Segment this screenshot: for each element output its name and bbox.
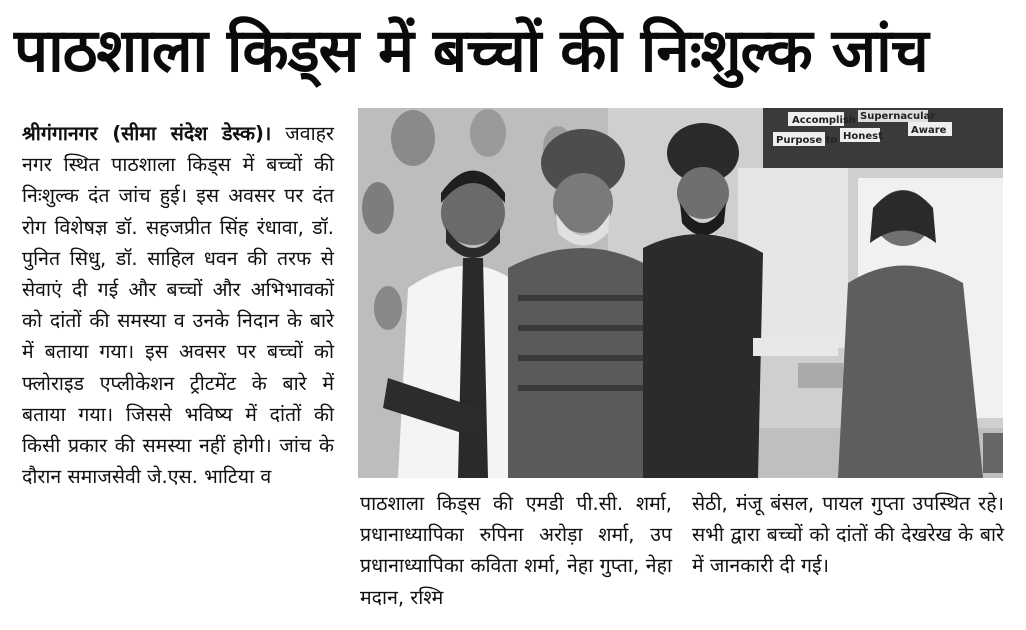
dateline: श्रीगंगानगर (सीमा संदेश डेस्क)। [22,122,272,145]
wall-sign-honest: Honest [843,131,883,142]
news-photo [358,108,1003,478]
article-column-right: सेठी, मंजू बंसल, पायल गुप्ता उपस्थित रहे। सभी द्वारा बच्चों को दांतों की देखरेख के बारे में जानकारी दी गई। [692,492,1004,578]
wall-sign-accomplish: Accomplish [792,115,856,126]
article-column-left [22,118,334,492]
wall-sign-purpose: Purpose to [776,135,838,146]
headline: पाठशाला किड्स में बच्चों की निःशुल्क जांच [14,16,928,86]
article-column-mid: पाठशाला किड्स की एमडी पी.सी. शर्मा, प्रधानाध्यापिका रुपिना अरोड़ा शर्मा, उप प्रधानाध्यापिका कविता शर्मा, नेहा गुप्ता, नेहा मदान, रश्मि [360,492,672,609]
wall-sign-supernacular: Supernacular [860,111,936,122]
wall-sign-aware: Aware [911,125,947,136]
photo-illustration [358,108,1003,478]
article-body-left: जवाहर नगर स्थित पाठशाला किड्स में बच्चों की निःशुल्क दंत जांच हुई। इस अवसर पर दंत रोग विशेषज्ञ डॉ. सहजप्रीत सिंह रंधावा, डॉ. पुनित सिधु, डॉ. साहिल धवन की तरफ से सेवाएं दी गई और बच्चों और अभिभावकों को दांतों की समस्या व उनके निदान के बारे में बताया गया। इस अवसर पर बच्चों को फ्लोराइड एप्लीकेशन ट्रीटमेंट के बारे में बताया गया। जिससे भविष्य में दांतों की किसी प्रकार की समस्या नहीं होगी। जांच के दौरान समाजसेवी जे.एस. भाटिया व [22,122,334,489]
